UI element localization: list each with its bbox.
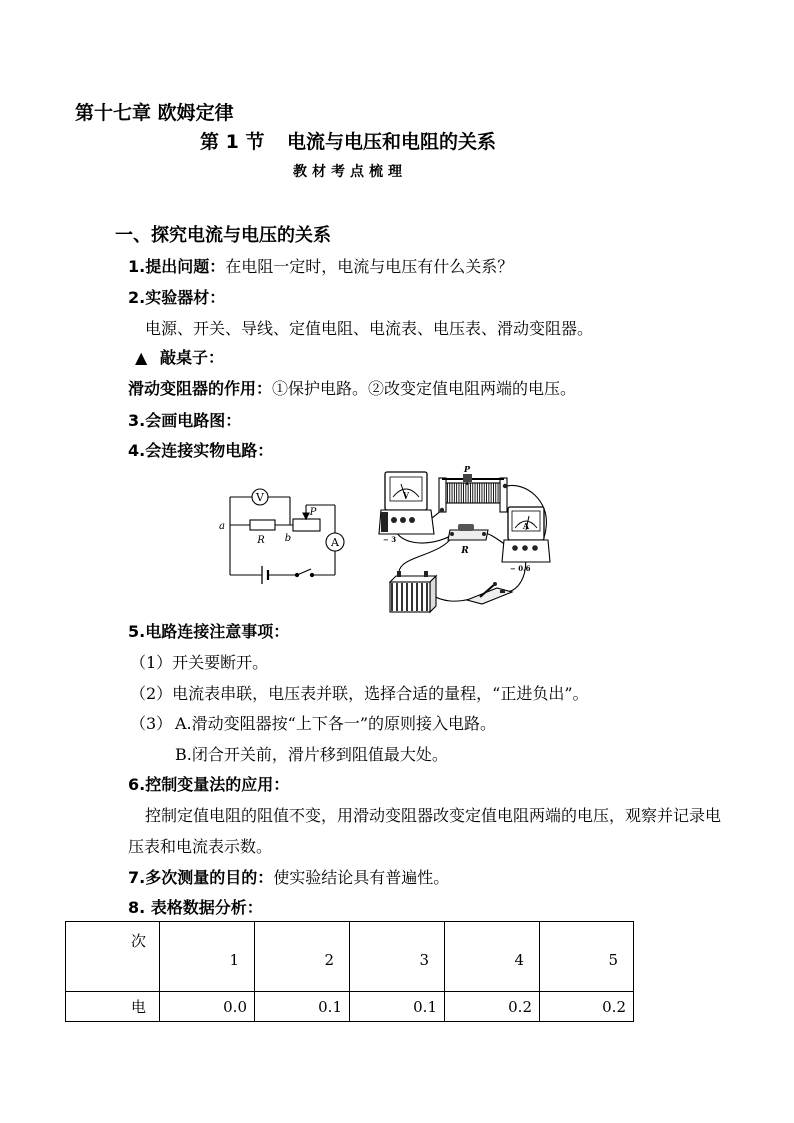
switch-blade xyxy=(297,569,311,575)
note-2: （2）电流表串联，电压表并联，选择合适的量程，“正进负出”。 xyxy=(130,684,589,703)
rheostat-role-label: 滑动变阻器的作用： xyxy=(128,379,273,398)
note-3a: A.滑动变阻器按“上下各一”的原则接入电路。 xyxy=(175,714,497,733)
wire-switch-battery xyxy=(434,596,470,601)
switch-device xyxy=(467,582,512,604)
question-6-label: 6.控制变量法的应用： xyxy=(128,775,290,794)
node-a-label: a xyxy=(219,521,225,532)
physical-circuit-illustration xyxy=(375,464,555,618)
rheostat-device xyxy=(439,474,507,512)
question-2-label: 2.实验器材： xyxy=(128,288,226,307)
slider-arrowhead xyxy=(303,513,309,519)
ammeter-terminal-label: − 0.6 xyxy=(510,564,531,573)
question-3 xyxy=(128,410,241,432)
question-7 xyxy=(128,867,449,889)
question-7-label: 7.多次测量的目的： xyxy=(128,868,274,887)
table-cell: 4 xyxy=(445,922,540,992)
ammeter-device xyxy=(502,507,550,562)
switch-contact xyxy=(310,573,313,576)
chapter-title: 第十七章 欧姆定律 xyxy=(75,102,234,124)
question-8 xyxy=(128,897,263,919)
section-title: 电流与电压和电阻的关系 xyxy=(287,131,497,153)
table-cell: 2 xyxy=(255,922,350,992)
tip-line xyxy=(135,347,224,369)
table-cell: 3 xyxy=(350,922,445,992)
question-6-text-line2: 压表和电流表示数。 xyxy=(128,837,273,856)
section-number: 第 1 节 xyxy=(200,131,265,153)
voltmeter-label: V xyxy=(256,491,264,504)
note-3b: B.闭合开关前，滑片移到阻值最大处。 xyxy=(175,745,448,764)
table-row xyxy=(66,992,634,1022)
note-1: （1）开关要断开。 xyxy=(130,653,269,672)
wire-battery-resistor xyxy=(399,537,452,572)
question-5-label: 5.电路连接注意事项： xyxy=(128,622,290,641)
table-cell: 5 xyxy=(540,922,634,992)
question-4 xyxy=(128,440,273,462)
table-cell: 1 xyxy=(160,922,255,992)
question-1-text: 在电阻一定时，电流与电压有什么关系？ xyxy=(225,257,514,276)
table-cell: 0.2 xyxy=(540,992,634,1022)
voltmeter-terminal-label: − 3 xyxy=(383,535,397,544)
rheostat-symbol xyxy=(293,519,320,531)
question-8-label: 8. 表格数据分析： xyxy=(128,898,263,917)
physical-slider-label: P xyxy=(463,464,471,474)
question-6-text-line1: 控制定值电阻的阻值不变，用滑动变阻器改变定值电阻两端的电压，观察并记录电 xyxy=(145,806,722,825)
circuit-diagram xyxy=(215,478,355,590)
note-3 xyxy=(130,713,496,735)
rheostat-role-text: ①保护电路。②改变定值电阻两端的电压。 xyxy=(272,379,577,398)
question-6 xyxy=(128,774,289,796)
node-b-label: b xyxy=(284,533,292,544)
battery-device xyxy=(390,571,436,612)
ammeter-face-label: A xyxy=(522,521,530,531)
note-3-prefix: （3） xyxy=(130,714,173,733)
resistor-label: R xyxy=(257,535,265,546)
resistor-symbol xyxy=(250,520,275,530)
subtitle: 教材考点梳理 xyxy=(293,164,407,180)
voltmeter-device xyxy=(379,472,434,534)
table-cell: 电 xyxy=(66,992,160,1022)
resistor-device xyxy=(448,524,488,540)
table-cell: 0.2 xyxy=(445,992,540,1022)
table-cell: 次 xyxy=(66,922,160,992)
rheostat-role xyxy=(128,378,576,400)
question-7-text: 使实验结论具有普遍性。 xyxy=(273,868,450,887)
data-table xyxy=(65,921,634,1022)
voltmeter-face-label: V xyxy=(402,490,410,500)
table-cell: 0.0 xyxy=(160,992,255,1022)
tip-label: 敲桌子： xyxy=(160,348,225,367)
question-5 xyxy=(128,621,289,643)
table-cell: 0.1 xyxy=(350,992,445,1022)
question-4-label: 4.会连接实物电路： xyxy=(128,441,274,460)
question-3-label: 3.会画电路图： xyxy=(128,411,242,430)
table-cell: 0.1 xyxy=(255,992,350,1022)
equipment-list: 电源、开关、导线、定值电阻、电流表、电压表、滑动变阻器。 xyxy=(145,319,594,338)
question-2 xyxy=(128,287,225,309)
physical-resistor-label: R xyxy=(461,546,469,556)
part1-heading: 一、探究电流与电压的关系 xyxy=(115,225,331,246)
question-1-label: 1.提出问题： xyxy=(128,257,226,276)
triangle-icon: ▲ xyxy=(135,348,148,367)
ammeter-label: A xyxy=(331,536,339,549)
table-row xyxy=(66,922,634,992)
slider-label: P xyxy=(309,507,317,518)
question-1 xyxy=(128,256,513,278)
